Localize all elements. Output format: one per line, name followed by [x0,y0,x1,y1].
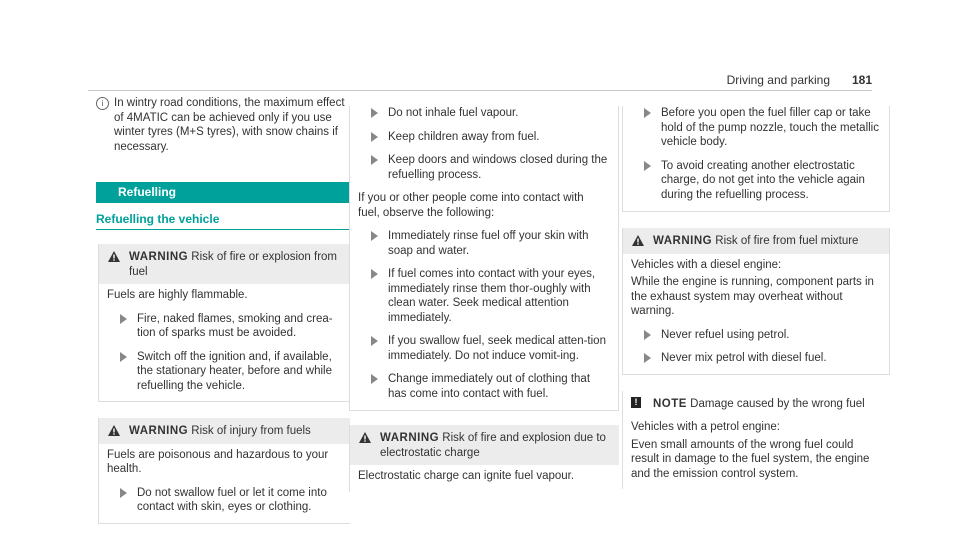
warning-triangle-icon [359,432,371,443]
arrow-icon [644,108,651,118]
notice-text: Even small amounts of the wrong fuel could result in damage to the fuel system, the engine and the emission control system. [631,438,870,480]
list-item: To avoid creating another electrostatic charge, do not get into the vehicle again during the refuelling process. [631,159,879,203]
body-text: If you or other people come into contact with fuel, observe the following: [358,192,584,219]
warning-title: Risk of injury from fuels [191,425,311,437]
warning-triangle-icon [108,251,120,262]
warning-box-injury [98,418,350,524]
section-title: Driving and parking [726,73,830,87]
column-2 [357,106,619,492]
notice-box-wrong-fuel [622,391,890,490]
warning-title: Risk of fire and explosion due to electrostatic charge [380,432,606,459]
warning-header [623,228,889,254]
arrow-icon [644,353,651,363]
list-item: If fuel comes into contact with your eyes, immediately rinse them thor-oughly with clean water. Seek medical attention immediately. [358,267,608,325]
column-3 [622,106,890,489]
notice-text: Vehicles with a petrol engine: [631,421,780,433]
warning-title: Risk of fire or explosion from fuel [129,251,338,278]
notice-header [623,391,890,417]
list-item: If you swallow fuel, seek medical atten-tion immediately. Do not induce vomit-ing. [358,334,608,363]
warning-body [99,444,350,523]
list-item: Do not inhale fuel vapour. [358,106,608,121]
warning-header [99,244,350,284]
warning-text: Fuels are highly flammable. [107,289,248,301]
page-number: 181 [851,73,872,87]
warning-body [99,284,350,401]
arrow-icon [371,132,378,142]
header-divider [88,90,872,91]
warning-box-fire [98,244,350,402]
list-item: Fire, naked flames, smoking and crea-tion of sparks must be avoided. [107,312,340,341]
column-1 [98,96,350,524]
list-item: Change immediately out of clothing that has come into contact with fuel. [358,372,608,401]
warning-text: Vehicles with a diesel engine: [631,258,782,271]
list-item: Switch off the ignition and, if available, the stationary heater, before and while refuelling the vehicle. [107,350,340,394]
sub-heading: Refuelling the vehicle [96,212,350,231]
warning-header [99,418,350,444]
list-item: Before you open the fuel filler cap or take hold of the pump nozzle, touch the metallic vehicle body. [631,106,879,150]
notice-label: NOTE [653,397,687,410]
tip-note [96,96,350,154]
warning-title: Risk of fire from fuel mixture [715,235,859,247]
section-heading: Refuelling [96,182,350,203]
list-item: Keep children away from fuel. [358,130,608,145]
list-item: Immediately rinse fuel off your skin with soap and water. [358,229,608,258]
arrow-icon [371,108,378,118]
arrow-icon [371,231,378,241]
warning-text: Electrostatic charge can ignite fuel vapour. [358,470,575,482]
warning-label: WARNING [129,251,189,263]
arrow-icon [371,269,378,279]
notice-title: Damage caused by the wrong fuel [690,397,865,410]
arrow-icon [371,374,378,384]
warning-header [350,425,619,465]
warning-label: WARNING [380,432,440,444]
arrow-icon [120,488,127,498]
list-item: Never refuel using petrol. [631,328,879,343]
warning-continued [349,106,619,411]
list-item: Do not swallow fuel or let it come into contact with skin, eyes or clothing. [107,486,340,515]
warning-label: WARNING [129,425,189,437]
warning-box-electrostatic [349,425,619,492]
notice-body [623,416,890,489]
warning-triangle-icon [632,235,644,246]
warning-box-mixture [622,228,890,375]
list-item: Never mix petrol with diesel fuel. [631,351,879,366]
warning-body [623,254,889,374]
warning-body [350,465,619,492]
warning-label: WARNING [653,235,713,247]
info-icon: i [96,97,109,110]
exclamation-icon: ! [631,397,641,408]
arrow-icon [120,314,127,324]
arrow-icon [644,330,651,340]
warning-continued [622,106,890,212]
warning-text: While the engine is running, component parts in the exhaust system may overheat without warning. [631,276,874,317]
arrow-icon [371,155,378,165]
list-item: Keep doors and windows closed during the refuelling process. [358,153,608,182]
arrow-icon [120,352,127,362]
warning-triangle-icon [108,425,120,436]
warning-text: Fuels are poisonous and hazardous to your health. [107,448,329,475]
tip-text: In wintry road conditions, the maximum effect of 4MATIC can be achieved only if you use winter tyres (M+S tyres), with snow chains if necessary. [114,97,345,153]
arrow-icon [644,161,651,171]
arrow-icon [371,336,378,346]
